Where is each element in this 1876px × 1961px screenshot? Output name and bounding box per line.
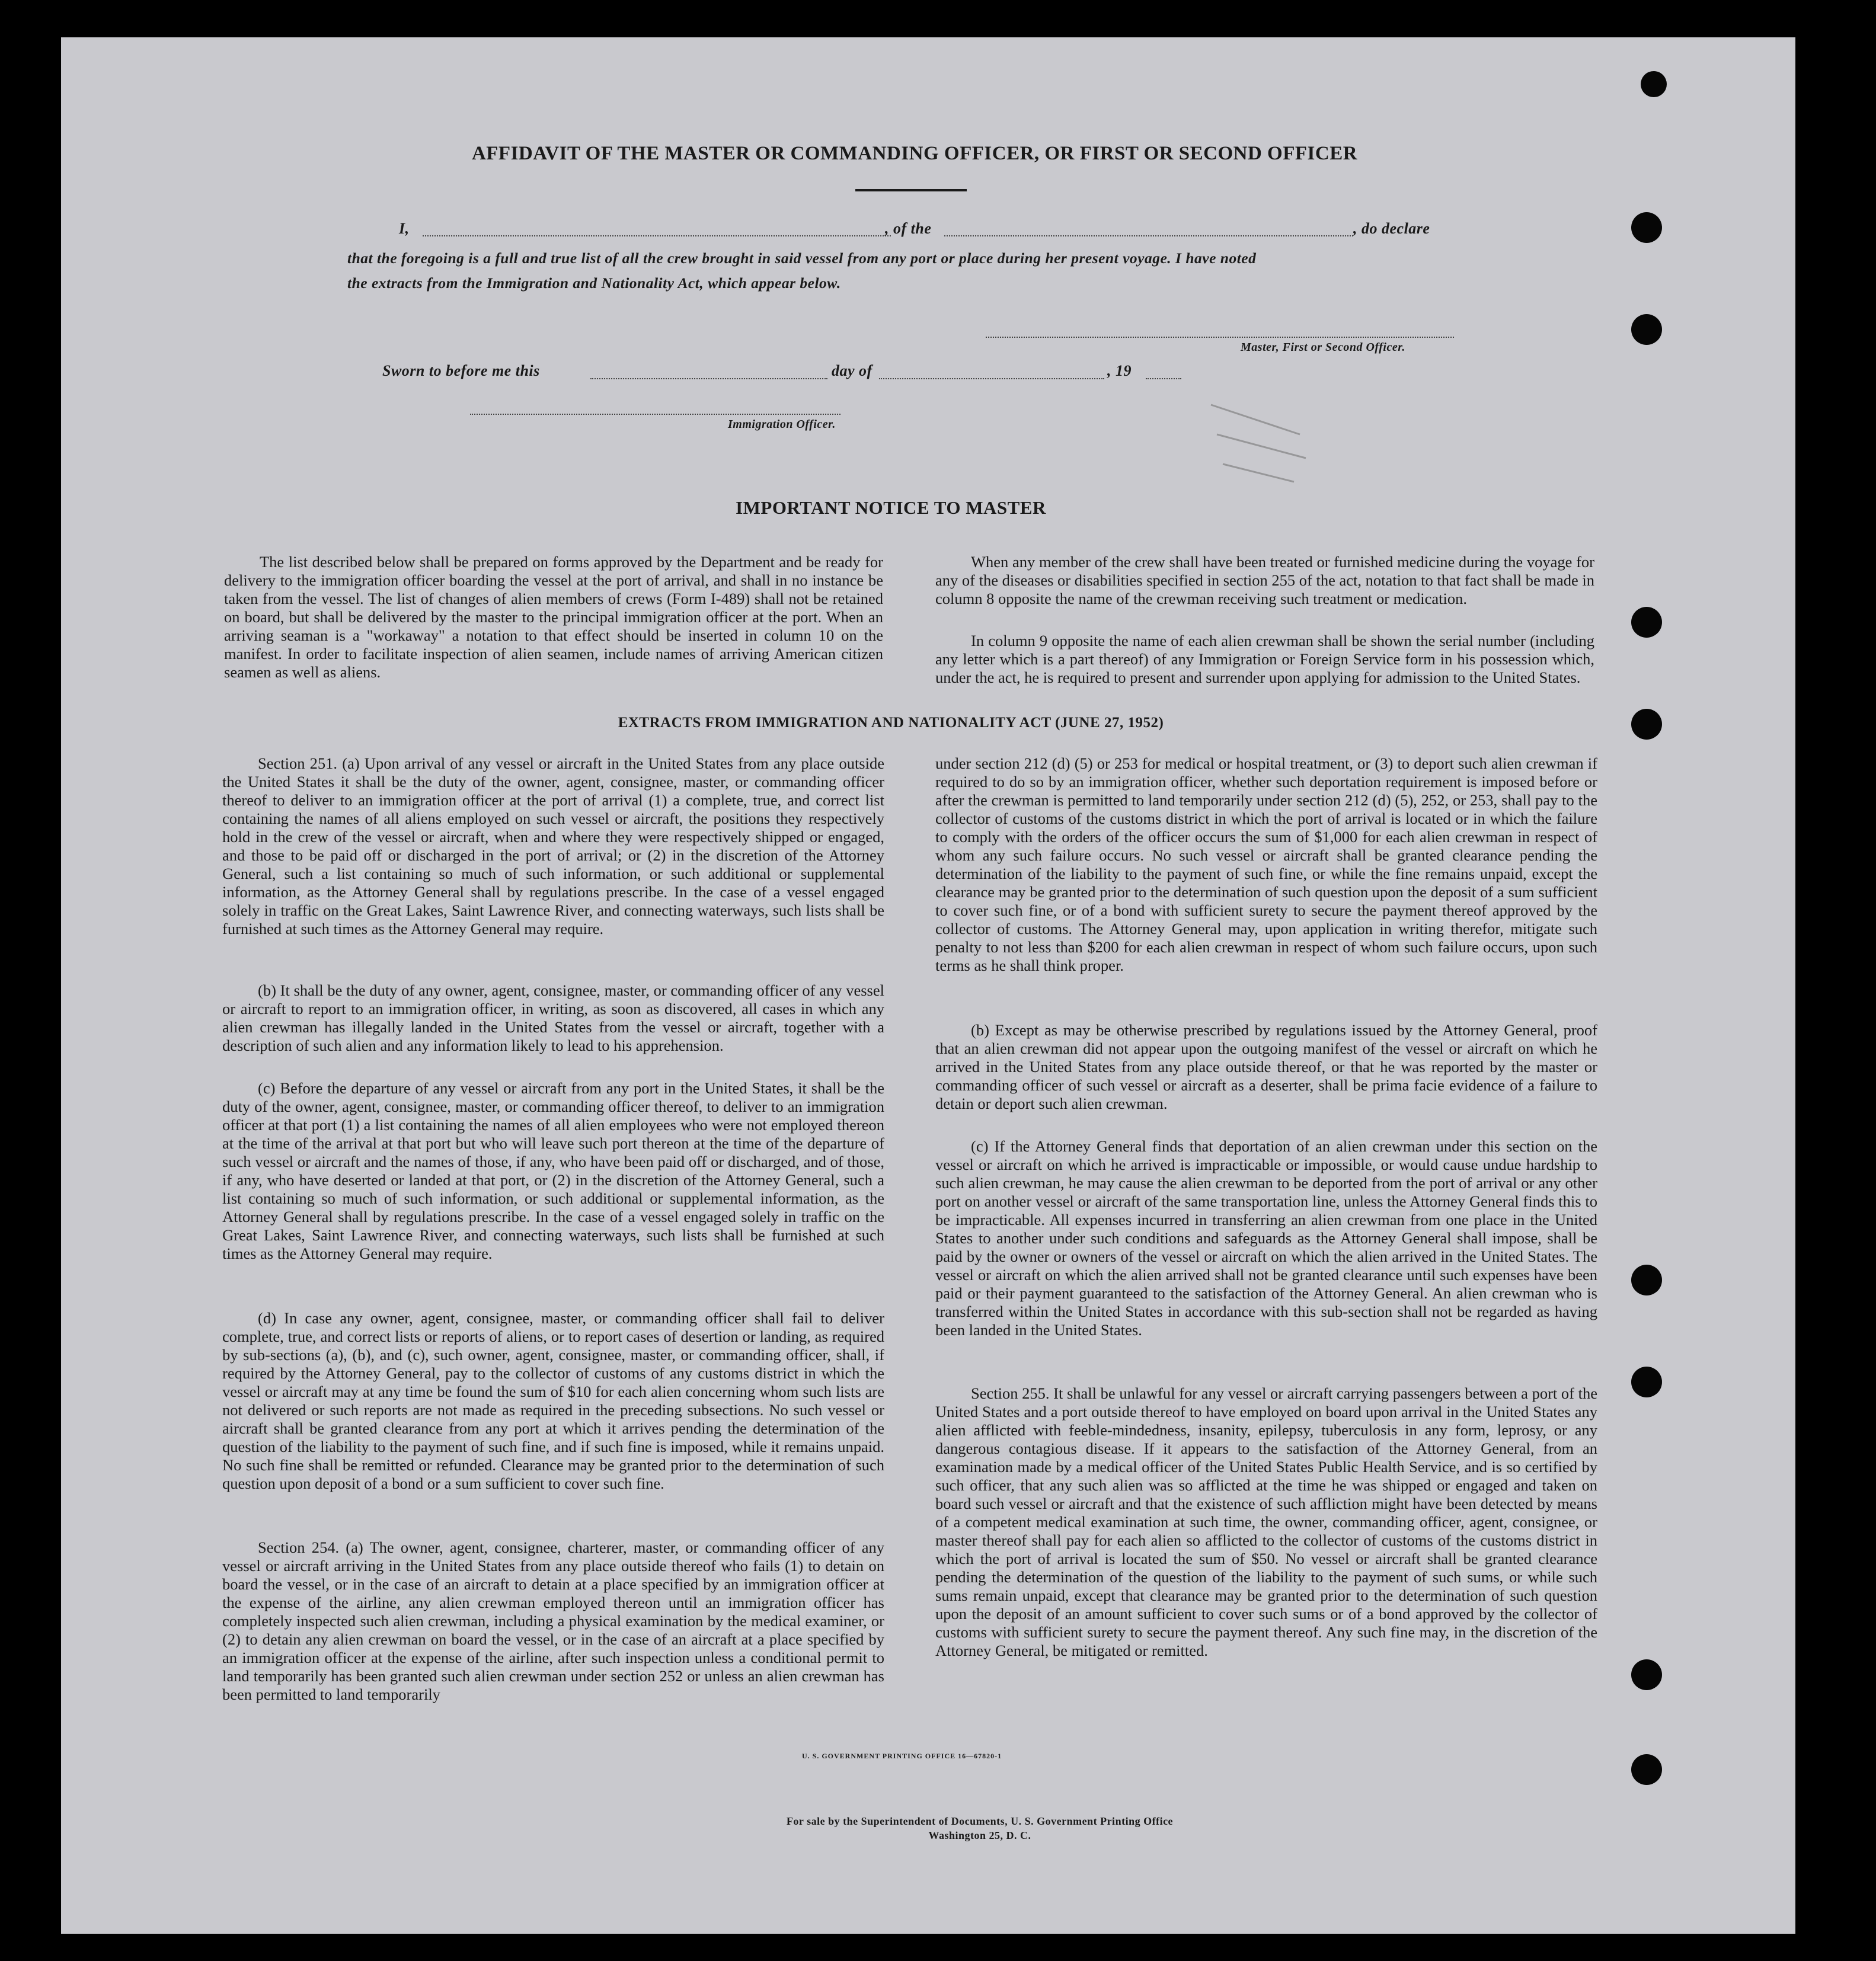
section-251-a: Section 251. (a) Upon arrival of any vessel or aircraft in the United States from any place outside the United States it shall be the duty of the owner, agent, consignee, master, or commanding officer thereof to deliver to an immigration officer at the port of arrival (1) a complete, true, and correct list containing the names of all aliens employed on such vessel or aircraft, the positions they respectively hold in the crew of the vessel or aircraft, when and where they were respectively shipped or engaged, and those to be paid off or discharged in the port of arrival; or (2) in the discretion of the Attorney General, such a list containing so much of such information, or such additional or supplemental information, as the Attorney General shall by regulations prescribe. In the case of a vessel engaged solely in traffic on the Great Lakes, Saint Lawrence River, and connecting waterways, such lists shall be furnished at such times as the Attorney General may require. bbox=[222, 754, 884, 938]
document-page bbox=[61, 37, 1795, 1934]
affidavit-title: AFFIDAVIT OF THE MASTER OR COMMANDING OFFICER, OR FIRST OR SECOND OFFICER bbox=[471, 143, 1358, 164]
notice-right-paragraph-1: When any member of the crew shall have been treated or furnished medicine during the voyage for any of the diseases or disabilities specified in section 255 of the act, notation to that fact shall be made in column 8 opposite the name of the crewman receiving such treatment or medication. bbox=[935, 553, 1594, 607]
section-254-b: (b) Except as may be otherwise prescribed by regulations issued by the Attorney General, proof that an alien crewman did not appear upon the outgoing manifest of the vessel or aircraft on which he arrived in the United States from any place outside thereof, or that he was reported by the master or commanding officer of such vessel or aircraft as a deserter, shall be prima facie evidence of a failure to detain or deport such alien crewman. bbox=[935, 1021, 1597, 1112]
master-signature-field[interactable] bbox=[986, 337, 1454, 338]
year-label: , 19 bbox=[1107, 362, 1132, 379]
statement-line-2: the extracts from the Immigration and Nationality Act, which appear below. bbox=[347, 274, 841, 292]
master-caption: Master, First or Second Officer. bbox=[1241, 341, 1405, 354]
notice-title: IMPORTANT NOTICE TO MASTER bbox=[736, 497, 1046, 518]
punch-hole bbox=[1631, 1659, 1662, 1690]
statement-line-1: that the foregoing is a full and true list of all the crew brought in said vessel from any port or place during her present voyage. I have noted bbox=[347, 249, 1257, 267]
punch-hole bbox=[1631, 1265, 1662, 1295]
extracts-title: EXTRACTS FROM IMMIGRATION AND NATIONALITY ACT (JUNE 27, 1952) bbox=[618, 715, 1164, 731]
bleed-through-text bbox=[393, 120, 398, 145]
punch-hole bbox=[1631, 1754, 1662, 1785]
name-field[interactable] bbox=[423, 235, 891, 236]
punch-hole bbox=[1631, 607, 1662, 638]
punch-hole bbox=[1631, 709, 1662, 740]
punch-hole bbox=[1631, 1367, 1662, 1397]
immigration-officer-caption: Immigration Officer. bbox=[728, 418, 836, 431]
section-254-a: Section 254. (a) The owner, agent, consignee, charterer, master, or commanding officer of any vessel or aircraft arriving in the United States from any place outside thereof who fails (1) to detain on board the vessel, or in the case of an aircraft to detain at a place specified by an immigration officer at the expense of the airline, any alien crewman employed thereon until an immigration officer has completely inspected such alien crewman, including a physical examination by the medical examiner, or (2) to detain any alien crewman on board the vessel, or in the case of an aircraft at a place specified by an immigration officer at the expense of the airline, after such inspection unless a conditional permit to land temporarily has been granted such alien crewman under section 252 or unless an alien crewman has been permitted to land temporarily bbox=[222, 1538, 884, 1703]
section-251-c: (c) Before the departure of any vessel or aircraft from any port in the United States, it shall be the duty of the owner, agent, consignee, master, or commanding officer thereof, to deliver to an immigration officer at that port (1) a list containing the names of all alien employees who were not employed thereon at the time of the arrival at that port but who will leave such port thereon at the time of the departure of such vessel or aircraft and the names of those, if any, who have been paid off or discharged, and of those, if any, who have deserted or landed at that port, or (2) in the discretion of the Attorney General, such a list containing so much of such information, or such additional or supplemental information, as the Attorney General shall by regulations prescribe. In the case of a vessel engaged solely in traffic on the Great Lakes, Saint Lawrence River, and connecting waterways, such lists shall be furnished at such times as the Attorney General may require. bbox=[222, 1079, 884, 1262]
i-label: I, bbox=[399, 220, 410, 237]
pencil-marks bbox=[1205, 393, 1312, 488]
punch-hole bbox=[1641, 71, 1667, 97]
section-251-b: (b) It shall be the duty of any owner, agent, consignee, master, or commanding officer of any vessel or aircraft to report to an immigration officer, in writing, as soon as discovered, all cases in which any alien crewman has illegally landed in the United States from the vessel or aircraft, together with a description of such alien and any information likely to lead to his apprehension. bbox=[222, 981, 884, 1054]
sworn-label: Sworn to before me this bbox=[382, 362, 540, 379]
sworn-day-field[interactable] bbox=[590, 378, 827, 379]
of-the-label: , of the bbox=[885, 220, 932, 237]
notice-left-paragraph: The list described below shall be prepared on forms approved by the Department and be ready for delivery to the immigration officer boarding the vessel at the port of arrival, and shall in no instance be taken from the vessel. The list of changes of alien members of crews (Form I-489) shall not be retained on board, but shall be delivered by the master to the principal immigration officer at the port. When an arriving seaman is a "workaway" a notation to that effect should be inserted in column 10 on the manifest. In order to facilitate inspection of alien seamen, include names of arriving American citizen seamen as well as aliens. bbox=[224, 553, 883, 681]
sworn-month-field[interactable] bbox=[879, 378, 1104, 379]
punch-hole bbox=[1631, 314, 1662, 345]
notice-right-paragraph-2: In column 9 opposite the name of each alien crewman shall be shown the serial number (including any letter which is a part thereof) of any Immigration or Foreign Service form in his possession which, under the act, he is required to present and surrender upon applying for admission to the United States. bbox=[935, 632, 1594, 686]
section-254-c: (c) If the Attorney General finds that deportation of an alien crewman under this section on the vessel or aircraft on which he arrived is impracticable or impossible, or would cause undue hardship to such alien crewman, he may cause the alien crewman to be deported from the port of arrival or any other port on another vessel or aircraft of the same transportation line, unless the Attorney General finds this to be impracticable. All expenses incurred in transferring an alien crewman from one place in the United States to another under such conditions and safeguards as the Attorney General shall impose, shall be paid by the owner or owners of the vessel or aircraft on which the alien arrived in the United States. The vessel or aircraft on which the alien arrived shall not be granted clearance until such expenses have been paid or their payment guaranteed to the satisfaction of the Attorney General. An alien crewman who is transferred within the United States in accordance with this sub-section shall not be regarded as having been landed in the United States. bbox=[935, 1137, 1597, 1339]
section-254-a-continued: under section 212 (d) (5) or 253 for medical or hospital treatment, or (3) to deport such alien crewman if required to do so by an immigration officer, whether such deportation requirement is imposed before or after the crewman is permitted to land temporarily under section 212 (d) (5), 252, or 253, shall pay to the collector of customs of the customs district in which the port of arrival is located or in which the failure to comply with the orders of the officer occurs the sum of $1,000 for each alien crewman in respect of whom any such failure occurs. No such vessel or aircraft shall be granted clearance pending the determination of the liability to the payment of such fine, or while the fine remains unpaid, except the clearance may be granted prior to the determination of such question upon the deposit of a sum sufficient to cover such fine, or of a bond with sufficient surety to secure the payment thereof approved by the collector of customs. The Attorney General may, upon application in writing therefor, mitigate such penalty to not less than $200 for each alien crewman in respect of whom such failure occurs, upon such terms as he shall think proper. bbox=[935, 754, 1597, 974]
title-rule bbox=[855, 189, 967, 191]
do-declare-label: , do declare bbox=[1353, 220, 1430, 237]
sale-line-2: Washington 25, D. C. bbox=[928, 1829, 1031, 1841]
printing-office-line: U. S. GOVERNMENT PRINTING OFFICE 16—67820-1 bbox=[802, 1752, 1002, 1760]
section-255: Section 255. It shall be unlawful for any vessel or aircraft carrying passengers between a port of the United States and a port outside thereof to have employed on board upon arrival in the United States any alien afflicted with feeble-mindedness, insanity, epilepsy, tuberculosis in any form, leprosy, or any dangerous contagious disease. If it appears to the satisfaction of the Attorney General, from an examination made by a medical officer of the United States Public Health Service, and is so certified by such officer, that any such alien was so afflicted at the time he was shipped or engaged and taken on board such vessel or aircraft and that the existence of such affliction might have been detected by means of a competent medical examination at such time, the owner, commanding officer, agent, consignee, or master thereof shall pay for each alien so afflicted to the collector of customs of the customs district in which the port of arrival is located the sum of $50. No vessel or aircraft shall be granted clearance pending the determination of the question of the liability to the payment of such sums, or while such sums remain unpaid, except that clearance may be granted prior to the determination of such question upon the deposit of an amount sufficient to cover such sums or of a bond approved by the collector of customs with sufficient surety to secure the payment thereof. Any such fine may, in the discretion of the Attorney General, be mitigated or remitted. bbox=[935, 1384, 1597, 1659]
immigration-officer-signature-field[interactable] bbox=[470, 414, 840, 415]
sale-line-1: For sale by the Superintendent of Documents, U. S. Government Printing Office bbox=[786, 1815, 1174, 1827]
sworn-year-field[interactable] bbox=[1146, 378, 1181, 379]
punch-hole bbox=[1631, 212, 1662, 243]
vessel-field[interactable] bbox=[944, 235, 1353, 236]
section-251-d: (d) In case any owner, agent, consignee, master, or commanding officer shall fail to deliver complete, true, and correct lists or reports of aliens, or to report cases of desertion or landing, as required by sub-sections (a), (b), and (c), such owner, agent, consignee, master, or commanding officer, shall, if required by the Attorney General, pay to the collector of customs of any customs district in which the vessel or aircraft may at any time be found the sum of $10 for each alien concerning whom such lists are not delivered or such reports are not made as required in the preceding subsections. No such vessel or aircraft shall be granted clearance from any port at which it arrives pending the determination of the question of the liability to the payment of such fine, and if such fine is imposed, while it remains unpaid. No such fine shall be remitted or refunded. Clearance may be granted prior to the determination of such question upon deposit of a bond or a sum sufficient to cover such fine. bbox=[222, 1309, 884, 1492]
day-of-label: day of bbox=[832, 362, 873, 379]
